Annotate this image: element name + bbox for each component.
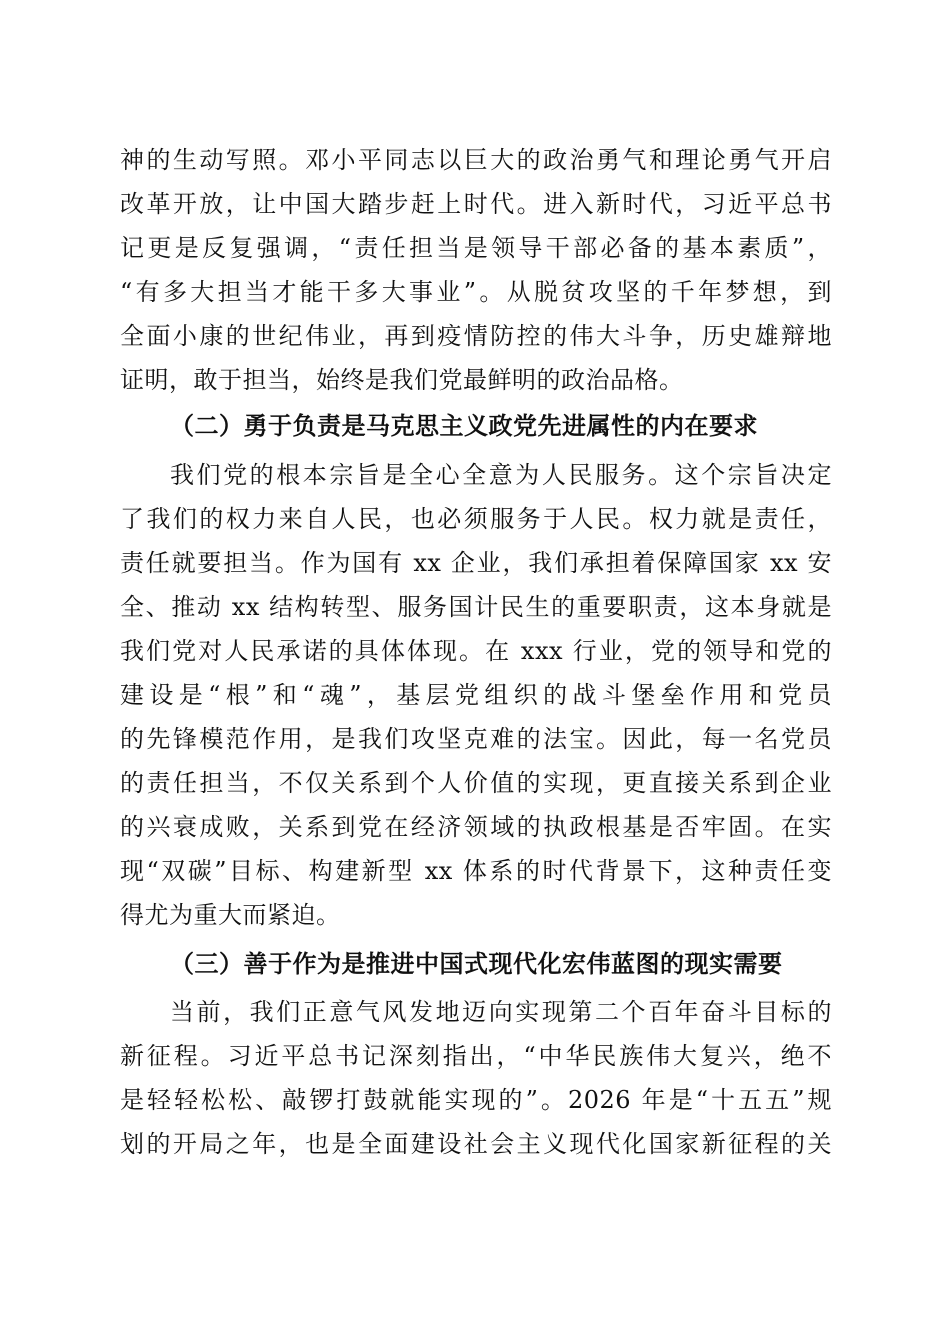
paragraph-line: 我们党对人民承诺的具体体现。在 xxx 行业，党的领导和党的 (120, 637, 832, 665)
paragraph-line: 神的生动写照。邓小平同志以巨大的政治勇气和理论勇气开启 (120, 146, 832, 174)
paragraph-line: 划的开局之年，也是全面建设社会主义现代化国家新征程的关 (120, 1130, 832, 1158)
paragraph-line: 新征程。习近平总书记深刻指出，“中华民族伟大复兴，绝不 (120, 1042, 832, 1070)
paragraph-line: 我们党的根本宗旨是全心全意为人民服务。这个宗旨决定 (170, 461, 832, 489)
paragraph-line: 的兴衰成败，关系到党在经济领域的执政根基是否牢固。在实 (120, 813, 832, 841)
paragraph-line: 全、推动 xx 结构转型、服务国计民生的重要职责，这本身就是 (120, 593, 832, 621)
paragraph-line: 得尤为重大而紧迫。 (120, 901, 341, 929)
paragraph-line: 证明，敢于担当，始终是我们党最鲜明的政治品格。 (120, 366, 684, 394)
paragraph-line: 责任就要担当。作为国有 xx 企业，我们承担着保障国家 xx 安 (120, 549, 832, 577)
section-heading-3: （三）善于作为是推进中国式现代化宏伟蓝图的现实需要 (170, 949, 783, 978)
section-heading-2: （二）勇于负责是马克思主义政党先进属性的内在要求 (170, 411, 758, 440)
paragraph-line: 当前，我们正意气风发地迈向实现第二个百年奋斗目标的 (170, 998, 832, 1026)
paragraph-line: “有多大担当才能干多大事业”。从脱贫攻坚的千年梦想，到 (120, 278, 832, 306)
paragraph-line: 改革开放，让中国大踏步赶上时代。进入新时代，习近平总书 (120, 190, 832, 218)
paragraph-line: 的责任担当，不仅关系到个人价值的实现，更直接关系到企业 (120, 769, 832, 797)
paragraph-line: 全面小康的世纪伟业，再到疫情防控的伟大斗争，历史雄辩地 (120, 322, 832, 350)
paragraph-line: 的先锋模范作用，是我们攻坚克难的法宝。因此，每一名党员 (120, 725, 832, 753)
paragraph-line: 建设是“根”和“魂”，基层党组织的战斗堡垒作用和党员 (120, 681, 832, 709)
paragraph-line: 现“双碳”目标、构建新型 xx 体系的时代背景下，这种责任变 (120, 857, 832, 885)
paragraph-line: 是轻轻松松、敲锣打鼓就能实现的”。2026 年是“十五五”规 (120, 1086, 832, 1114)
paragraph-line: 了我们的权力来自人民，也必须服务于人民。权力就是责任， (120, 505, 832, 533)
paragraph-line: 记更是反复强调，“责任担当是领导干部必备的基本素质”， (120, 234, 832, 262)
